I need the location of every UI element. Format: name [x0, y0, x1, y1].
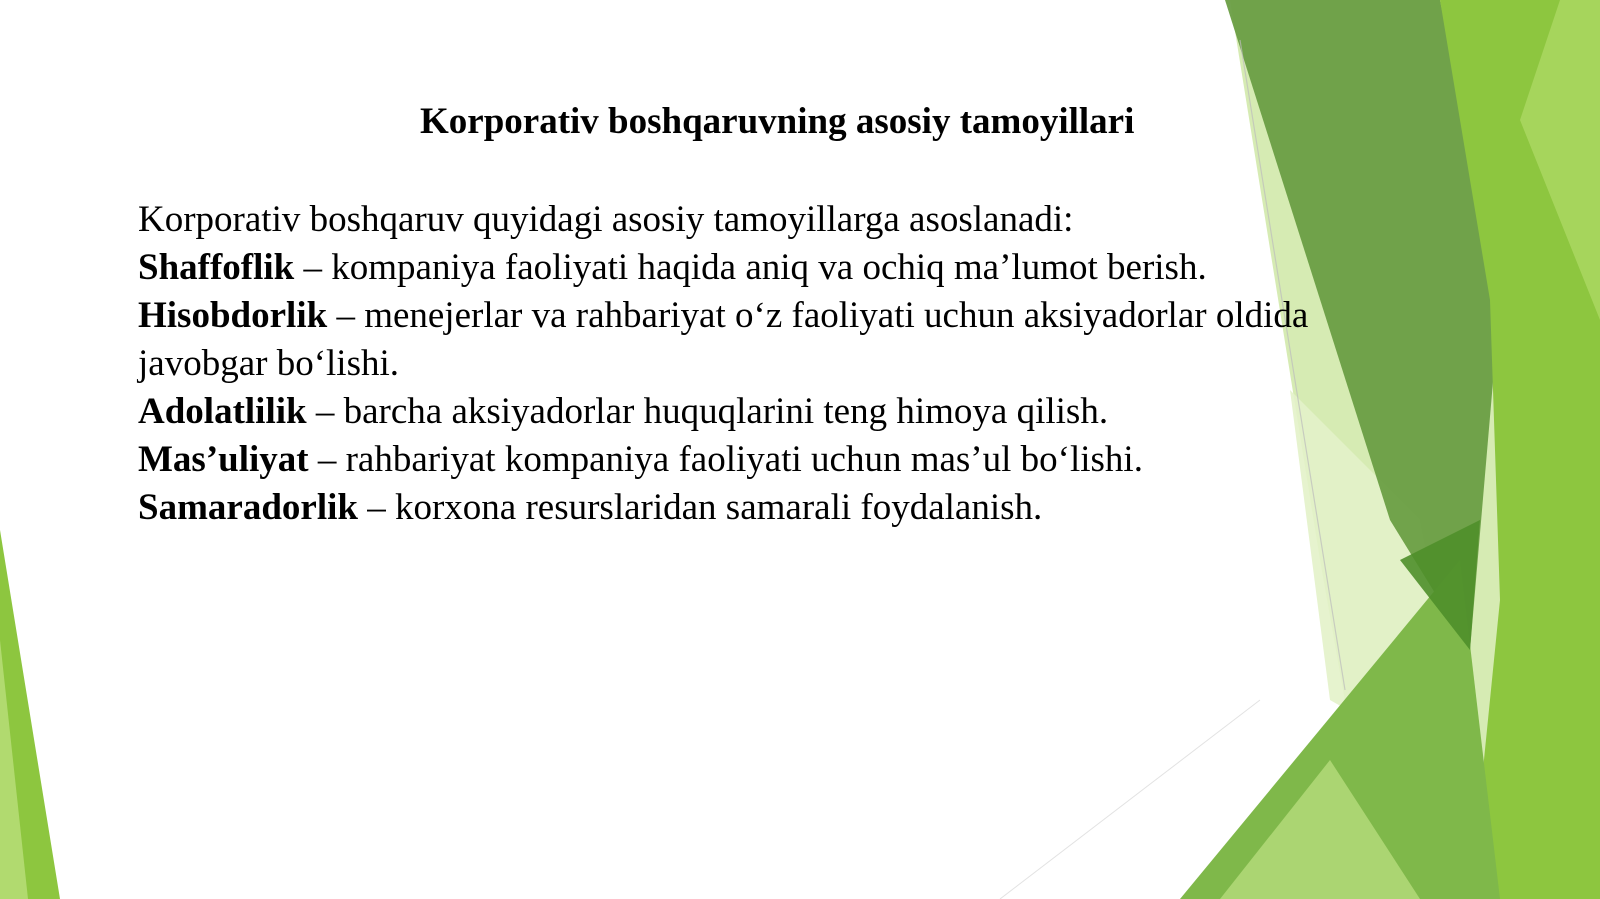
principle-description: – kompaniya faoliyati haqida aniq va ochiq ma’lumot berish.	[294, 247, 1207, 288]
principle-term: Hisobdorlik	[138, 295, 328, 336]
principle-term: Shaffoflik	[138, 247, 295, 288]
principle-term: Mas’uliyat	[138, 439, 309, 480]
slide-title: Korporativ boshqaruvning asosiy tamoyillari	[420, 101, 1135, 142]
principle-term: Adolatlilik	[138, 391, 307, 432]
principle-term: Samaradorlik	[138, 487, 358, 528]
principle-item	[138, 244, 1438, 292]
principle-description: – menejerlar va rahbariyat o‘z faoliyati uchun aksiyadorlar oldida javobgar bo‘lishi.	[138, 295, 1309, 384]
principle-item	[138, 292, 1438, 388]
principle-item	[138, 436, 1438, 484]
principle-description: – korxona resurslaridan samarali foydalanish.	[357, 487, 1043, 528]
principle-item	[138, 484, 1438, 532]
principle-item	[138, 388, 1438, 436]
principles-body	[138, 196, 1438, 532]
intro-line: Korporativ boshqaruv quyidagi asosiy tamoyillarga asoslanadi:	[138, 199, 1074, 240]
principle-description: – rahbariyat kompaniya faoliyati uchun mas’ul bo‘lishi.	[308, 439, 1143, 480]
principle-description: – barcha aksiyadorlar huquqlarini teng himoya qilish.	[306, 391, 1109, 432]
